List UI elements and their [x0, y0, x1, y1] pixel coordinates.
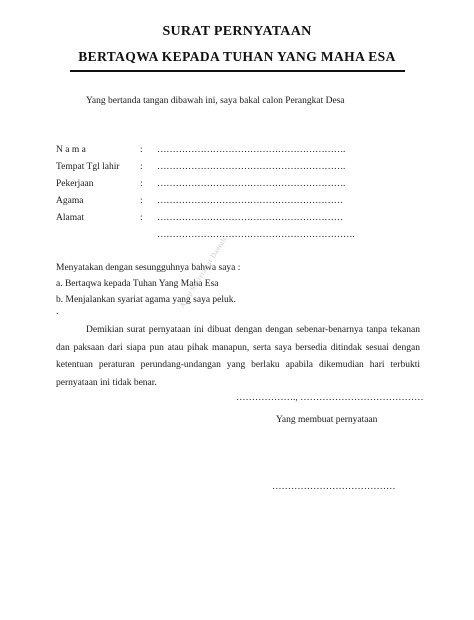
statement-dot: .	[56, 307, 59, 317]
field-label-agama: Agama	[56, 196, 84, 206]
statement-point-a: a. Bertaqwa kepada Tuhan Yang Maha Esa	[56, 279, 219, 289]
field-colon: :	[140, 145, 143, 155]
place-date-line: ………………., …………………………………	[236, 393, 424, 403]
field-dots-pekerjaan: …………………………………………………….	[157, 179, 346, 189]
field-dots-alamat-line2: ……………………………………………………….	[157, 230, 355, 240]
field-dots-tempat-tgl-lahir: …………………………………………………….	[157, 162, 346, 172]
closing-line: dan paksaan dari siapa pun atau pihak manapun, serta saya bersedia ditindak sesuai dengan	[56, 342, 420, 353]
intro-text: Yang bertanda tangan dibawah ini, saya bakal calon Perangkat Desa	[86, 96, 345, 106]
field-colon: :	[140, 179, 143, 189]
field-label-alamat: Alamat	[56, 213, 84, 223]
field-label-nama: N a m a	[56, 145, 86, 155]
closing-line: ketentuan peraturan perundang-undangan yang berlaku apabila dikemudian hari terbukti	[56, 360, 420, 371]
field-colon: :	[140, 196, 143, 206]
closing-line: Demikian surat pernyataan ini dibuat dengan dengan sebenar-benarnya tanpa tekanan	[86, 325, 420, 335]
statement-intro: Menyatakan dengan sesungguhnya bahwa saya :	[56, 263, 241, 273]
field-colon: :	[140, 162, 143, 172]
watermark: Arsip Sekretariat Daerah	[178, 235, 229, 310]
title-underline	[70, 70, 405, 72]
field-label-pekerjaan: Pekerjaan	[56, 179, 94, 189]
field-dots-nama: …………………………………………………….	[157, 145, 346, 155]
closing-paragraph	[56, 322, 420, 392]
field-dots-agama: ……………………………………………………	[157, 196, 344, 206]
field-dots-alamat: ……………………………………………………	[157, 213, 344, 223]
field-label-tempat-tgl-lahir: Tempat Tgl lahir	[56, 162, 120, 172]
signer-label: Yang membuat pernyataan	[276, 415, 378, 425]
signature-line: …………………………………	[272, 482, 396, 492]
document-subtitle: BERTAQWA KEPADA TUHAN YANG MAHA ESA	[78, 49, 396, 64]
statement-point-b: b. Menjalankan syariat agama yang saya peluk.	[56, 295, 236, 305]
closing-line: pernyataan ini tidak benar.	[56, 377, 157, 388]
document-title: SURAT PERNYATAAN	[162, 24, 312, 39]
field-colon: :	[140, 213, 143, 223]
